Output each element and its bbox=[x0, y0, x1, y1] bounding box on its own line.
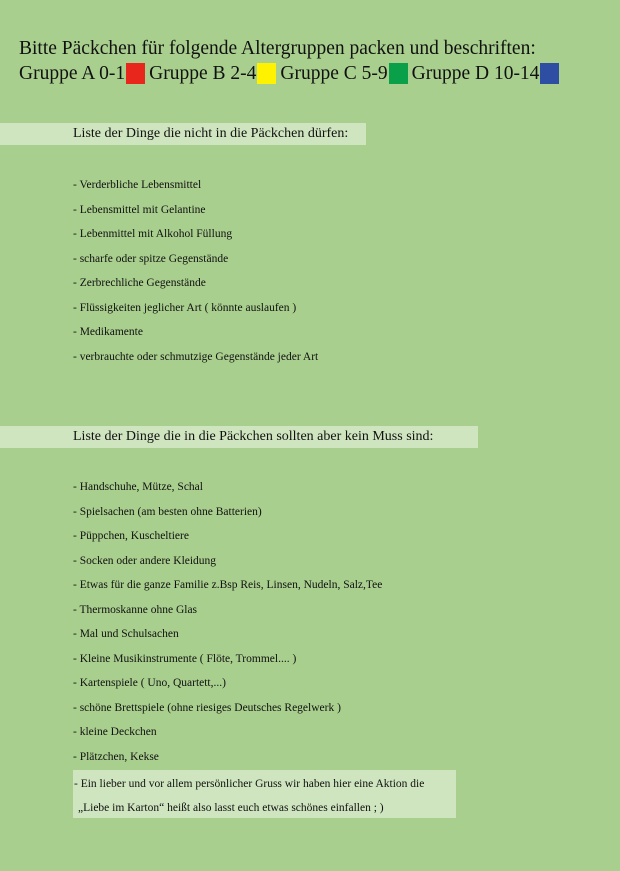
list-item: - Medikamente bbox=[73, 326, 143, 338]
group-c-label: Gruppe C 5-9 bbox=[280, 63, 388, 84]
group-d-color-swatch bbox=[540, 63, 559, 84]
group-c bbox=[280, 61, 407, 86]
list-item: - Zerbrechliche Gegenstände bbox=[73, 277, 206, 289]
group-d bbox=[412, 61, 560, 86]
group-a bbox=[19, 61, 145, 86]
list-item: - Kartenspiele ( Uno, Quartett,...) bbox=[73, 677, 226, 689]
list-item: - kleine Deckchen bbox=[73, 726, 157, 738]
group-a-color-swatch bbox=[126, 63, 145, 84]
list-item: - scharfe oder spitze Gegenstände bbox=[73, 252, 229, 265]
not-allowed-header: Liste der Dinge die nicht in die Päckchen dürfen: bbox=[0, 123, 366, 145]
title-line: Bitte Päckchen für folgende Altergruppen packen und beschriften: bbox=[19, 38, 536, 59]
list-item: - Handschuhe, Mütze, Schal bbox=[73, 481, 203, 493]
optional-header: Liste der Dinge die in die Päckchen sollten aber kein Muss sind: bbox=[0, 426, 478, 448]
list-item: - Thermoskanne ohne Glas bbox=[73, 603, 198, 616]
greeting-item bbox=[74, 772, 424, 820]
group-a-label: Gruppe A 0-1 bbox=[19, 63, 126, 84]
list-item: - verbrauchte oder schmutzige Gegenstände jeder Art bbox=[73, 350, 319, 363]
page-title bbox=[19, 36, 563, 86]
group-c-color-swatch bbox=[389, 63, 408, 84]
list-item: - Verderbliche Lebensmittel bbox=[73, 179, 202, 191]
list-item: - Socken oder andere Kleidung bbox=[73, 554, 217, 567]
optional-list bbox=[73, 475, 382, 769]
group-b bbox=[149, 61, 276, 86]
list-item: - Lebensmittel mit Gelantine bbox=[73, 203, 206, 216]
list-item: - Mal und Schulsachen bbox=[73, 628, 179, 640]
greeting-line-2: „Liebe im Karton“ heißt also lasst euch etwas schönes einfallen ; ) bbox=[78, 802, 384, 814]
not-allowed-list bbox=[73, 173, 318, 369]
list-item: - Flüssigkeiten jeglicher Art ( könnte auslaufen ) bbox=[73, 301, 297, 314]
list-item: - Etwas für die ganze Familie z.Bsp Reis, Linsen, Nudeln, Salz,Tee bbox=[73, 579, 383, 591]
list-item: - Plätzchen, Kekse bbox=[73, 750, 159, 763]
list-item: - Lebenmittel mit Alkohol Füllung bbox=[73, 228, 233, 240]
group-d-label: Gruppe D 10-14 bbox=[411, 63, 540, 84]
age-groups bbox=[19, 61, 563, 86]
group-b-label: Gruppe B 2-4 bbox=[149, 63, 257, 84]
list-item: - Püppchen, Kuscheltiere bbox=[73, 530, 189, 542]
list-item: - Spielsachen (am besten ohne Batterien) bbox=[73, 505, 262, 518]
group-b-color-swatch bbox=[257, 63, 276, 84]
list-item: - Kleine Musikinstrumente ( Flöte, Trommel.... ) bbox=[73, 652, 297, 665]
list-item: - schöne Brettspiele (ohne riesiges Deutsches Regelwerk ) bbox=[73, 701, 341, 714]
greeting-line-1: - Ein lieber und vor allem persönlicher Gruss wir haben hier eine Aktion die bbox=[74, 778, 425, 790]
